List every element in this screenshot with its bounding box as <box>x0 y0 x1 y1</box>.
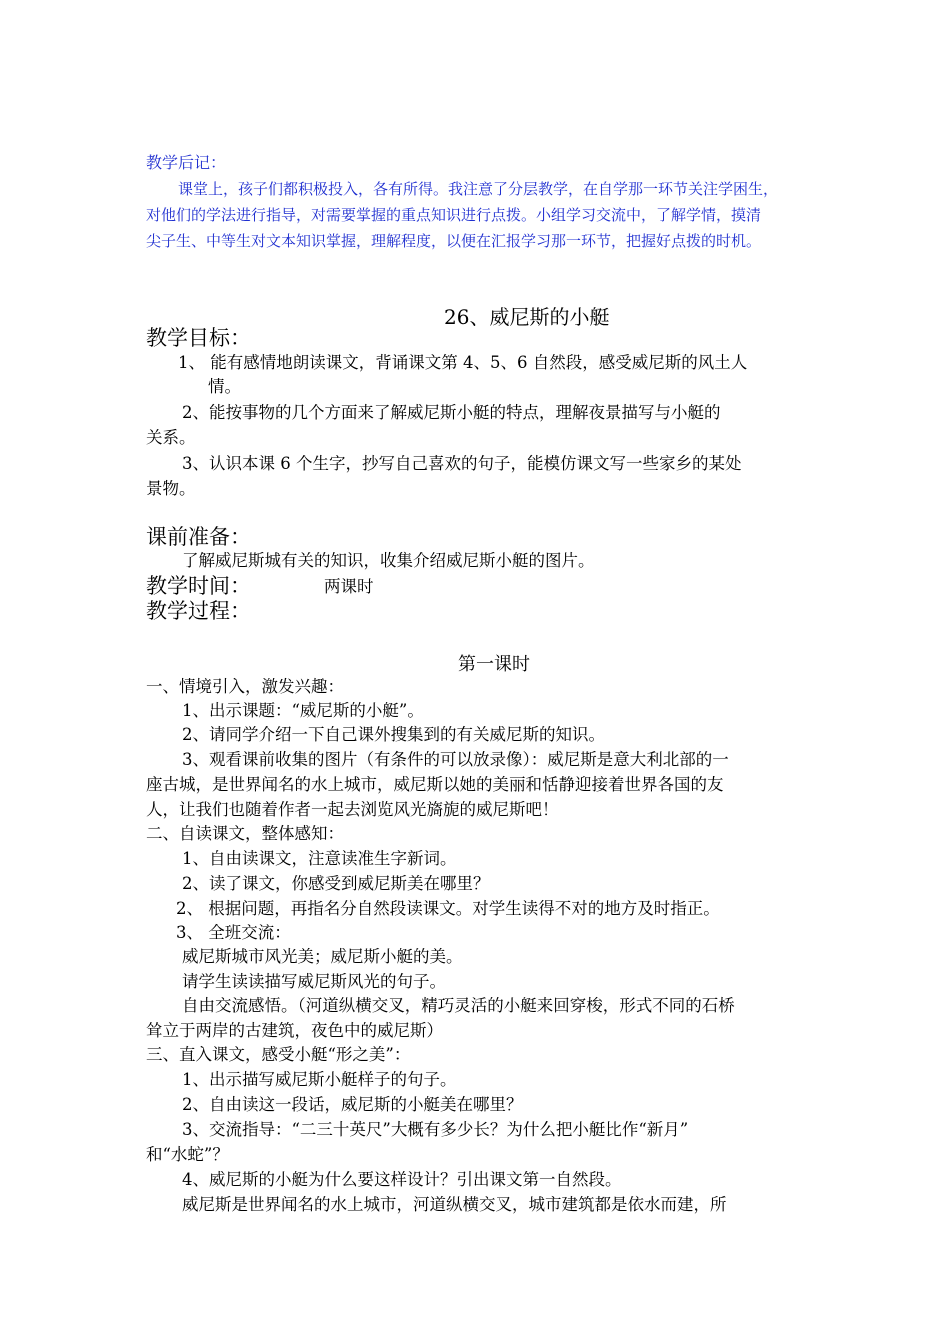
postscript-line: 尖子生、中等生对文本知识掌握，理解程度，以便在汇报学习那一环节，把握好点拨的时机。 <box>146 232 762 250</box>
goal-line: 关系。 <box>146 428 196 447</box>
body-line: 1、自由读课文，注意读准生字新词。 <box>182 849 457 868</box>
goal-line: 3、认识本课 6 个生字，抄写自己喜欢的句子，能模仿课文写一些家乡的某处 <box>182 454 742 473</box>
prep-heading: 课前准备： <box>146 525 251 549</box>
body-line: 人，让我们也随着作者一起去浏览风光旖旎的威尼斯吧！ <box>146 800 559 819</box>
body-line: 1、出示课题：“威尼斯的小艇”。 <box>182 701 424 720</box>
postscript-heading: 教学后记： <box>146 153 227 172</box>
period-title: 第一课时 <box>458 654 530 675</box>
body-line: 2、 根据问题，再指名分自然段读课文。对学生读得不对的地方及时指正。 <box>176 899 720 918</box>
time-value: 两课时 <box>324 577 374 596</box>
body-line: 威尼斯是世界闻名的水上城市，河道纵横交叉，城市建筑都是依水而建，所 <box>182 1195 727 1214</box>
goal-line: 景物。 <box>146 479 196 498</box>
postscript-line: 课堂上，孩子们都积极投入，各有所得。我注意了分层教学，在自学那一环节关注学困生， <box>178 180 779 198</box>
lesson-title: 26、威尼斯的小艇 <box>444 305 610 329</box>
postscript-line: 对他们的学法进行指导，对需要掌握的重点知识进行点拨。小组学习交流中，了解学情，摸清 <box>146 206 762 224</box>
body-line: 和“水蛇”？ <box>146 1145 229 1164</box>
body-line: 自由交流感悟。（河道纵横交叉，精巧灵活的小艇来回穿梭，形式不同的石桥 <box>182 996 735 1015</box>
goals-heading: 教学目标： <box>146 326 251 350</box>
body-line: 2、请同学介绍一下自己课外搜集到的有关威尼斯的知识。 <box>182 725 605 744</box>
body-line: 威尼斯城市风光美；威尼斯小艇的美。 <box>182 947 463 966</box>
body-line: 三、直入课文，感受小艇“形之美”： <box>146 1045 411 1064</box>
time-heading: 教学时间： <box>146 574 251 598</box>
body-line: 二、自读课文，整体感知： <box>146 824 344 843</box>
body-line: 3、观看课前收集的图片（有条件的可以放录像）：威尼斯是意大利北部的一 <box>182 750 729 769</box>
process-heading: 教学过程： <box>146 599 251 623</box>
body-line: 2、读了课文，你感受到威尼斯美在哪里？ <box>182 874 490 893</box>
body-line: 请学生读读描写威尼斯风光的句子。 <box>182 972 446 991</box>
goal-line: 2、能按事物的几个方面来了解威尼斯小艇的特点，理解夜景描写与小艇的 <box>182 403 721 422</box>
goal-line: 1、 能有感情地朗读课文，背诵课文第 4、5、6 自然段，感受威尼斯的风土人 <box>178 353 748 372</box>
body-line: 一、情境引入，激发兴趣： <box>146 677 344 696</box>
body-line: 耸立于两岸的古建筑，夜色中的威尼斯） <box>146 1021 443 1040</box>
body-line: 座古城，是世界闻名的水上城市，威尼斯以她的美丽和恬静迎接着世界各国的友 <box>146 775 724 794</box>
goal-line: 情。 <box>208 377 241 396</box>
prep-text: 了解威尼斯城有关的知识，收集介绍威尼斯小艇的图片。 <box>182 551 595 570</box>
body-line: 3、交流指导：“二三十英尺”大概有多少长？为什么把小艇比作“新月” <box>182 1120 689 1139</box>
body-line: 1、出示描写威尼斯小艇样子的句子。 <box>182 1070 457 1089</box>
body-line: 4、威尼斯的小艇为什么要这样设计？引出课文第一自然段。 <box>182 1170 622 1189</box>
body-line: 3、 全班交流： <box>176 923 291 942</box>
body-line: 2、自由读这一段话，威尼斯的小艇美在哪里？ <box>182 1095 523 1114</box>
